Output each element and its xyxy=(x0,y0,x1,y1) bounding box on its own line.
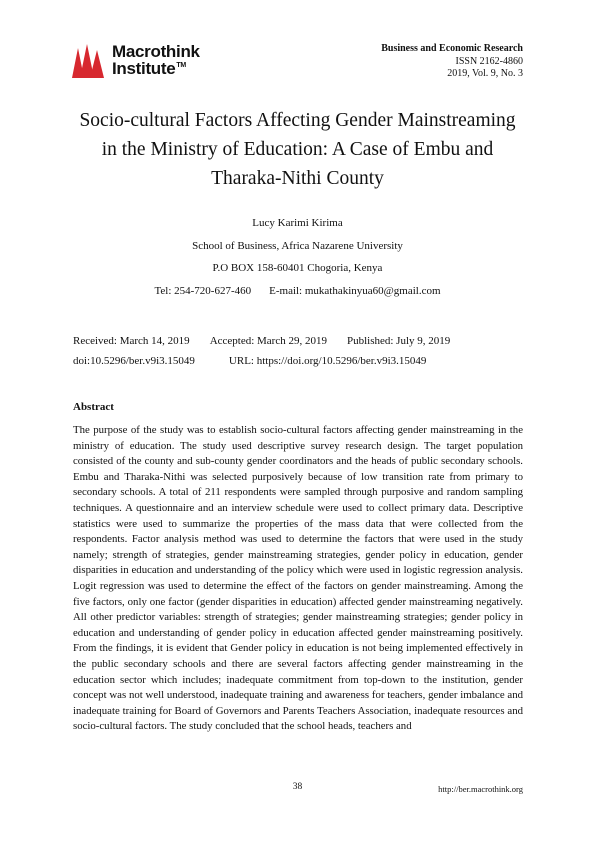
logo-trademark: TM xyxy=(176,62,186,70)
title-line-2: in the Ministry of Education: A Case of Embu and xyxy=(101,139,494,160)
doi-url-link[interactable]: URL: https://doi.org/10.5296/ber.v9i3.15049 xyxy=(228,355,427,367)
received-date: Received: March 14, 2019 xyxy=(73,335,190,347)
logo-text-macrothink: Macrothink xyxy=(112,42,200,61)
author-affiliation: School of Business, Africa Nazarene University xyxy=(192,239,403,252)
journal-name: Business and Economic Research xyxy=(381,43,523,54)
author-email[interactable]: E-mail: mukathakinyua60@gmail.com xyxy=(269,284,441,297)
author-address: P.O BOX 158-60401 Chogoria, Kenya xyxy=(212,262,383,274)
abstract-heading: Abstract xyxy=(73,401,114,413)
journal-info xyxy=(381,43,523,81)
page-number: 38 xyxy=(292,782,303,792)
accepted-date: Accepted: March 29, 2019 xyxy=(209,335,327,347)
article-title xyxy=(60,106,535,193)
journal-issn: ISSN 2162-4860 xyxy=(455,55,523,67)
title-line-3: Tharaka-Nithi County xyxy=(211,168,384,189)
author-telephone: Tel: 254-720-627-460 xyxy=(154,284,252,297)
macrothink-logo-icon xyxy=(72,42,108,78)
doi-text: doi:10.5296/ber.v9i3.15049 xyxy=(73,355,195,367)
publication-dates xyxy=(73,331,470,371)
journal-site-link[interactable]: http://ber.macrothink.org xyxy=(438,784,523,794)
abstract-text: The purpose of the study was to establish socio-cultural factors affecting gender mainstreaming in the ministry of education. The study used descriptive survey research design. The target population consisted of the county and sub-county gender coordinators and the heads of public secondary schools. Embu and Tharaka-Nithi was selected purposively because of low transition rate from primary to secondary schools. A total of 211 respondents were sampled through purposive and random sampling techniques. A questionnaire and an interview schedule were used to collect primary data. Descriptive statistics were used to summarize the properties of the mass data that were collected from the respondents. Factor analysis method was used to determine the factors that were used in the study namely; strength of strategies, gender mainstreaming strategies, gender policy in education, gender disparities in education and understanding of the policy which were used in logistic regression analysis. Logit regression was used to determine the effect of the factors on gender mainstreaming. Among the five factors, only one factor (gender disparities in education) affected gender mainstreaming negatively. All other predictor variables: strength of strategies; gender mainstreaming strategies; gender policy in education and understanding of gender policy in education affected gender mainstreaming positively. From the findings, it is evident that Gender policy in education is not being implemented effectively in the public secondary schools and there are several factors affecting gender mainstreaming in the education sector which includes; inadequate commitment from top-down to the institution, gender concept was not well understood, inadequate training and awareness for teachers, gender imbalance and inadequate training for Board of Governors and Parents Teachers Association, inadequate resources and socio-cultural factors. The study concluded that the school heads, teachers and xyxy=(73,424,523,733)
logo-text-institute: Institute™ xyxy=(112,59,186,78)
author-name: Lucy Karimi Kirima xyxy=(252,217,343,229)
published-date: Published: July 9, 2019 xyxy=(346,335,451,347)
journal-issue: 2019, Vol. 9, No. 3 xyxy=(447,68,523,79)
title-line-1: Socio-cultural Factors Affecting Gender Mainstreaming xyxy=(79,110,516,131)
author-block xyxy=(0,212,595,302)
author-contact xyxy=(0,280,595,303)
publisher-logo xyxy=(72,42,232,80)
